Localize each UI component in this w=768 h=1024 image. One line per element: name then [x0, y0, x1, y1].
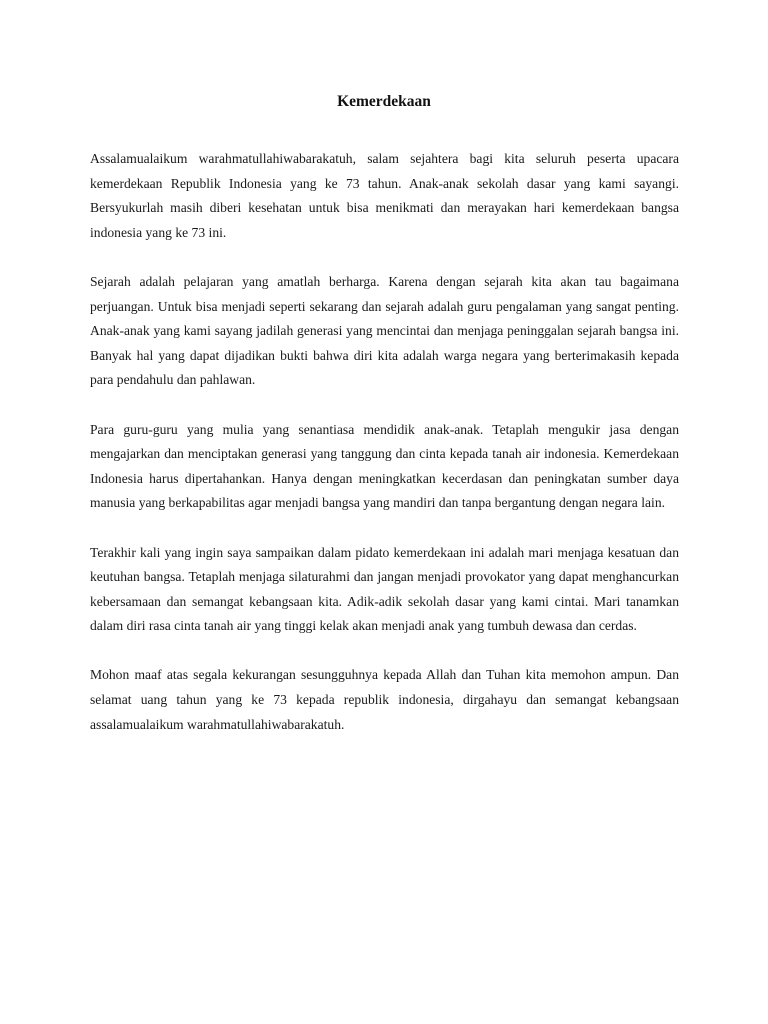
paragraph-greeting: Assalamualaikum warahmatullahiwabarakatuh, salam sejahtera bagi kita seluruh peserta upacara kemerdekaan Republik Indonesia yang ke 73 tahun. Anak-anak sekolah dasar yang kami sayangi. Bersyukurlah masih diberi kesehatan untuk bisa menikmati dan merayakan hari kemerdekaan bangsa indonesia yang ke 73 ini.	[90, 151, 679, 240]
paragraph-history: Sejarah adalah pelajaran yang amatlah berharga. Karena dengan sejarah kita akan tau bagaimana perjuangan. Untuk bisa menjadi seperti sekarang dan sejarah adalah guru pengalaman yang sangat penting. Anak-anak yang kami sayang jadilah generasi yang mencintai dan menjaga peninggalan sejarah bangsa ini. Banyak hal yang dapat dijadikan bukti bahwa diri kita adalah warga negara yang berterimakasih kepada para pendahulu dan pahlawan.	[90, 273, 679, 388]
paragraph-closing: Mohon maaf atas segala kekurangan sesungguhnya kepada Allah dan Tuhan kita memohon ampun. Dan selamat uang tahun yang ke 73 kepada republik indonesia, dirgahayu dan semangat kebangsaan assalamualaikum warahmatullahiwabarakatuh.	[90, 667, 679, 732]
paragraph-teachers: Para guru-guru yang mulia yang senantiasa mendidik anak-anak. Tetaplah mengukir jasa dengan mengajarkan dan menciptakan generasi yang tanggung dan cinta kepada tanah air indonesia. Kemerdekaan Indonesia harus dipertahankan. Hanya dengan meningkatkan kecerdasan dan peningkatan sumber daya manusia yang berkapabilitas agar menjadi bangsa yang mandiri dan tanpa bergantung dengan negara lain.	[90, 421, 679, 511]
document-body	[90, 147, 679, 762]
paragraph-unity: Terakhir kali yang ingin saya sampaikan dalam pidato kemerdekaan ini adalah mari menjaga kesatuan dan keutuhan bangsa. Tetaplah menjaga silaturahmi dan jangan menjadi provokator yang dapat menghancurkan kebersamaan dan semangat kebangsaan kita. Adik-adik sekolah dasar yang kami cintai. Mari tanamkan dalam diri rasa cinta tanah air yang tinggi kelak akan menjadi anak yang tumbuh dewasa dan cerdas.	[90, 544, 679, 634]
document-title: Kemerdekaan	[337, 93, 431, 110]
